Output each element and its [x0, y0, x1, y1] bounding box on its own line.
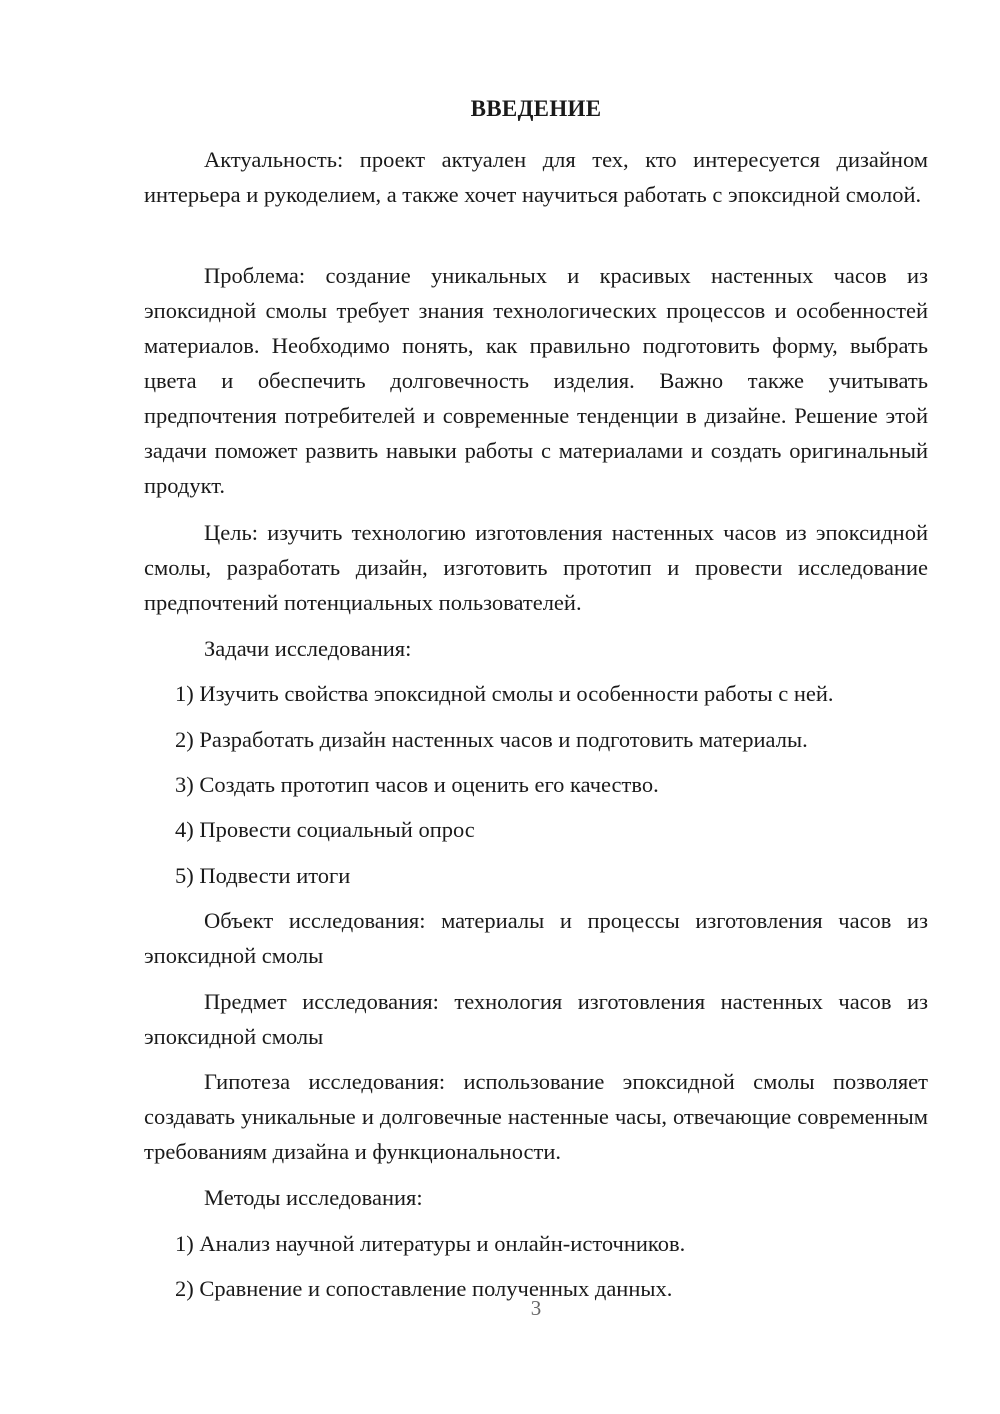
hypothesis-paragraph: Гипотеза исследования: использование эпоксидной смолы позволяет создавать уникальные и долговечные настенные часы, отвечающие современным требованиям дизайна и функциональности.: [144, 1069, 928, 1164]
task-item-4: 4) Провести социальный опрос: [175, 817, 475, 842]
subject-paragraph: Предмет исследования: технология изготовления настенных часов из эпоксидной смолы: [144, 989, 928, 1049]
task-item-5: 5) Подвести итоги: [175, 863, 351, 888]
page-title: ВВЕДЕНИЕ: [470, 96, 602, 121]
task-item-2: 2) Разработать дизайн настенных часов и подготовить материалы.: [175, 727, 808, 752]
problem-paragraph: Проблема: создание уникальных и красивых настенных часов из эпоксидной смолы требует знания технологических процессов и особенностей материалов. Необходимо понять, как правильно подготовить форму, выбрать цвета и обеспечить долговечность изделия. Важно также учитывать предпочтения потребителей и современные тенденции в дизайне. Решение этой задачи поможет развить навыки работы с материалами и создать оригинальный продукт.: [144, 263, 928, 498]
method-item-2: 2) Сравнение и сопоставление полученных данных.: [175, 1276, 673, 1301]
task-item-3: 3) Создать прототип часов и оценить его качество.: [175, 772, 659, 797]
page-number: 3: [530, 1296, 542, 1320]
method-item-1: 1) Анализ научной литературы и онлайн-источников.: [175, 1231, 686, 1256]
object-paragraph: Объект исследования: материалы и процессы изготовления часов из эпоксидной смолы: [144, 908, 928, 968]
tasks-heading: Задачи исследования:: [204, 636, 412, 661]
goal-paragraph: Цель: изучить технологию изготовления настенных часов из эпоксидной смолы, разработать дизайн, изготовить прототип и провести исследование предпочтений потенциальных пользователей.: [144, 520, 928, 615]
task-item-1: 1) Изучить свойства эпоксидной смолы и особенности работы с ней.: [175, 681, 834, 706]
methods-heading: Методы исследования:: [204, 1185, 423, 1210]
relevance-paragraph: Актуальность: проект актуален для тех, кто интересуется дизайном интерьера и рукоделием, а также хочет научиться работать с эпоксидной смолой.: [144, 147, 928, 207]
